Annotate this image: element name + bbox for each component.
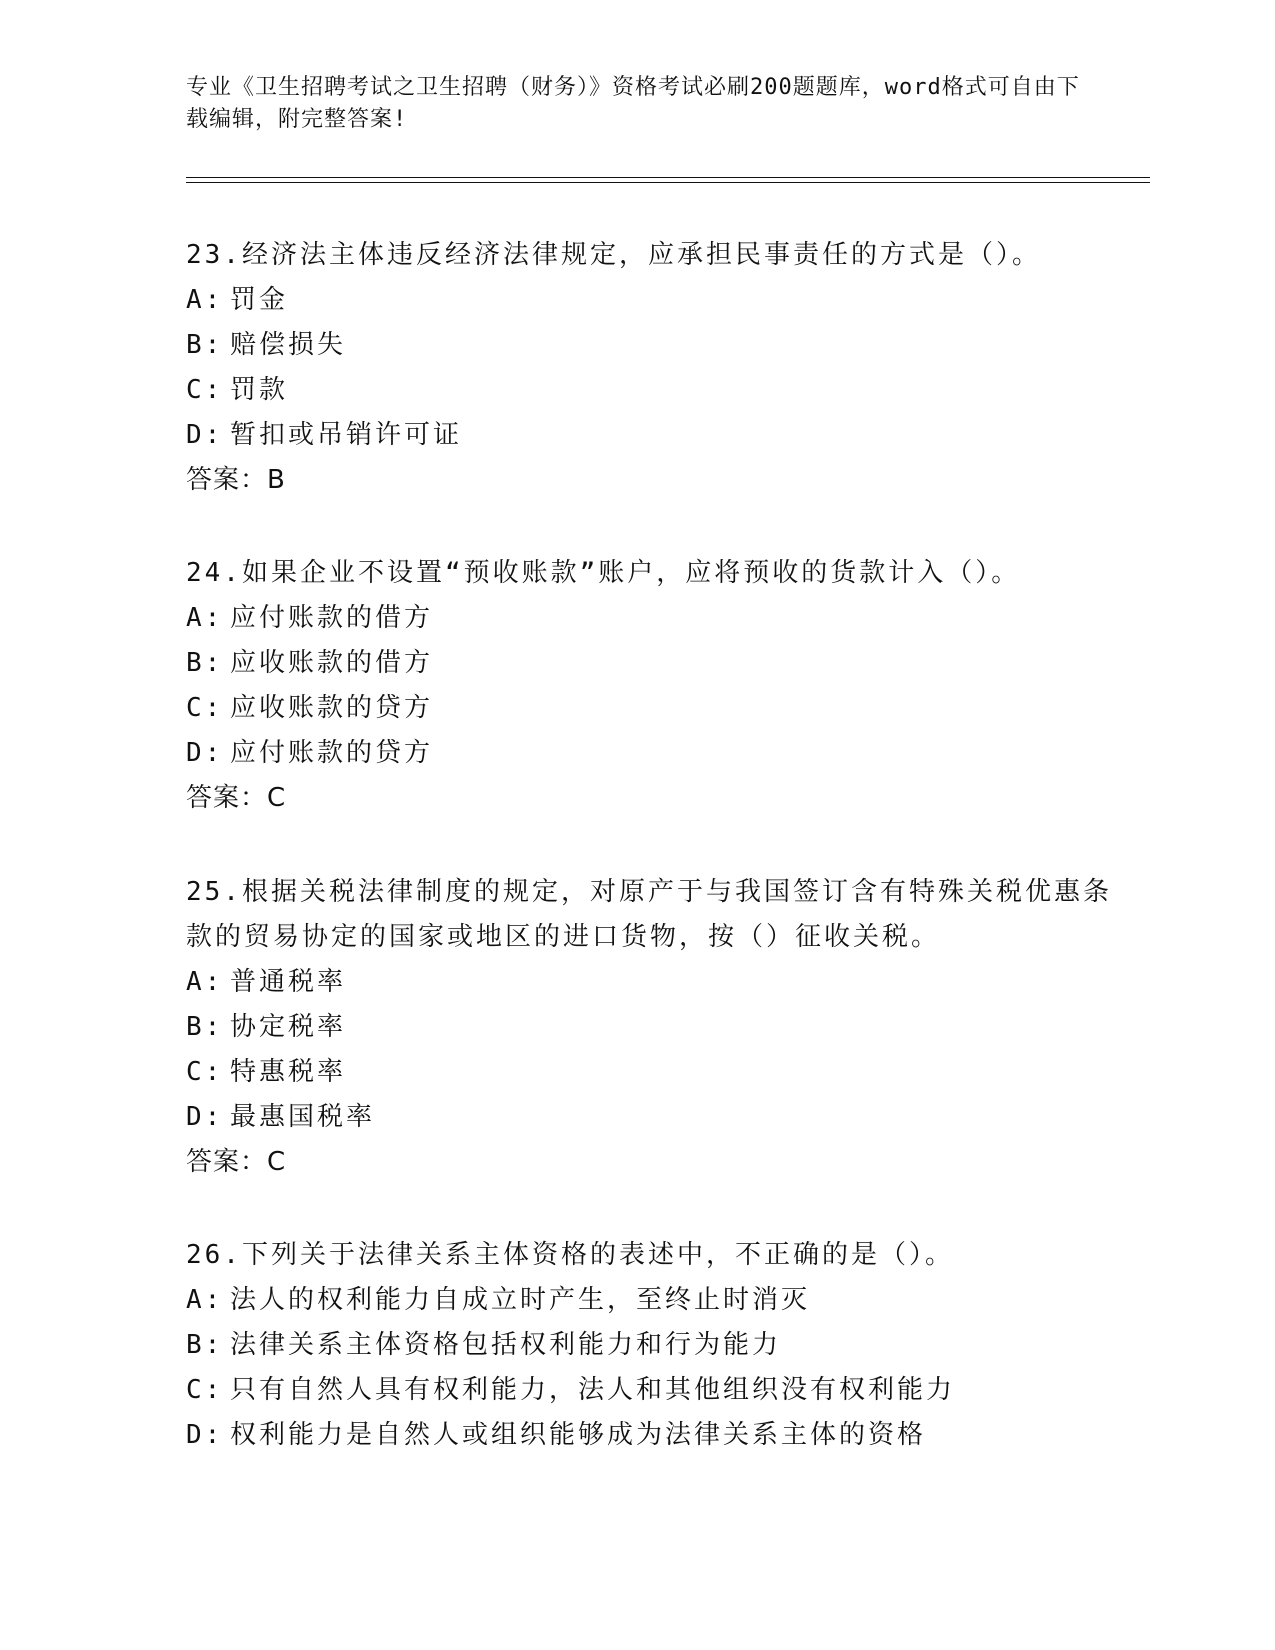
answer-text: 答案：B — [186, 465, 286, 495]
option-key: B: — [186, 648, 224, 678]
question-26 — [186, 1233, 1116, 1458]
option-text: 应收账款的借方 — [230, 648, 434, 678]
option-text: 应付账款的借方 — [230, 603, 434, 633]
option-b — [186, 641, 1116, 686]
option-text: 罚金 — [230, 285, 289, 315]
header-divider-line — [186, 182, 1150, 183]
option-d — [186, 1413, 1116, 1458]
option-text: 特惠税率 — [230, 1057, 347, 1087]
option-text: 应收账款的贷方 — [230, 693, 434, 723]
option-key: C: — [186, 1375, 224, 1405]
option-b — [186, 1005, 1116, 1050]
option-b — [186, 323, 1116, 368]
option-text: 赔偿损失 — [230, 330, 347, 360]
option-key: B: — [186, 330, 224, 360]
option-c — [186, 1050, 1116, 1095]
question-23 — [186, 233, 1116, 503]
option-text: 只有自然人具有权利能力，法人和其他组织没有权利能力 — [230, 1375, 956, 1405]
option-key: D: — [186, 1102, 224, 1132]
option-key: D: — [186, 1420, 224, 1450]
option-d — [186, 413, 1116, 458]
option-text: 法人的权利能力自成立时产生，至终止时消灭 — [230, 1285, 811, 1315]
question-stem: 26.下列关于法律关系主体资格的表述中，不正确的是（）。 — [186, 1240, 954, 1270]
document-intro-text: 专业《卫生招聘考试之卫生招聘（财务）》资格考试必刷200题题库，word格式可自由下载编辑，附完整答案! — [186, 75, 1080, 132]
answer-text: 答案：C — [186, 1147, 287, 1177]
option-text: 暂扣或吊销许可证 — [230, 420, 463, 450]
answer-text: 答案：C — [186, 783, 287, 813]
option-key: C: — [186, 693, 224, 723]
option-a — [186, 596, 1116, 641]
option-a — [186, 1278, 1116, 1323]
question-stem: 25.根据关税法律制度的规定，对原产于与我国签订含有特殊关税优惠条款的贸易协定的国家或地区的进口货物，按（）征收关税。 — [186, 877, 1112, 952]
option-key: A: — [186, 285, 224, 315]
option-key: D: — [186, 738, 224, 768]
option-d — [186, 1095, 1116, 1140]
option-text: 法律关系主体资格包括权利能力和行为能力 — [230, 1330, 782, 1360]
option-a — [186, 960, 1116, 1005]
option-b — [186, 1323, 1116, 1368]
option-text: 应付账款的贷方 — [230, 738, 434, 768]
question-24 — [186, 551, 1116, 821]
option-c — [186, 686, 1116, 731]
option-text: 罚款 — [230, 375, 289, 405]
option-key: A: — [186, 603, 224, 633]
header-divider-line — [186, 177, 1150, 178]
question-stem: 24.如果企业不设置“预收账款”账户，应将预收的货款计入（）。 — [186, 558, 1021, 588]
option-key: B: — [186, 1012, 224, 1042]
option-text: 协定税率 — [230, 1012, 347, 1042]
option-key: A: — [186, 967, 224, 997]
option-text: 权利能力是自然人或组织能够成为法律关系主体的资格 — [230, 1420, 927, 1450]
option-c — [186, 368, 1116, 413]
option-text: 最惠国税率 — [230, 1102, 376, 1132]
option-key: C: — [186, 375, 224, 405]
question-stem: 23.经济法主体违反经济法律规定，应承担民事责任的方式是（）。 — [186, 240, 1041, 270]
option-key: C: — [186, 1057, 224, 1087]
option-key: A: — [186, 1285, 224, 1315]
option-key: D: — [186, 420, 224, 450]
option-text: 普通税率 — [230, 967, 347, 997]
option-a — [186, 278, 1116, 323]
option-key: B: — [186, 1330, 224, 1360]
option-d — [186, 731, 1116, 776]
question-25 — [186, 870, 1116, 1185]
option-c — [186, 1368, 1116, 1413]
